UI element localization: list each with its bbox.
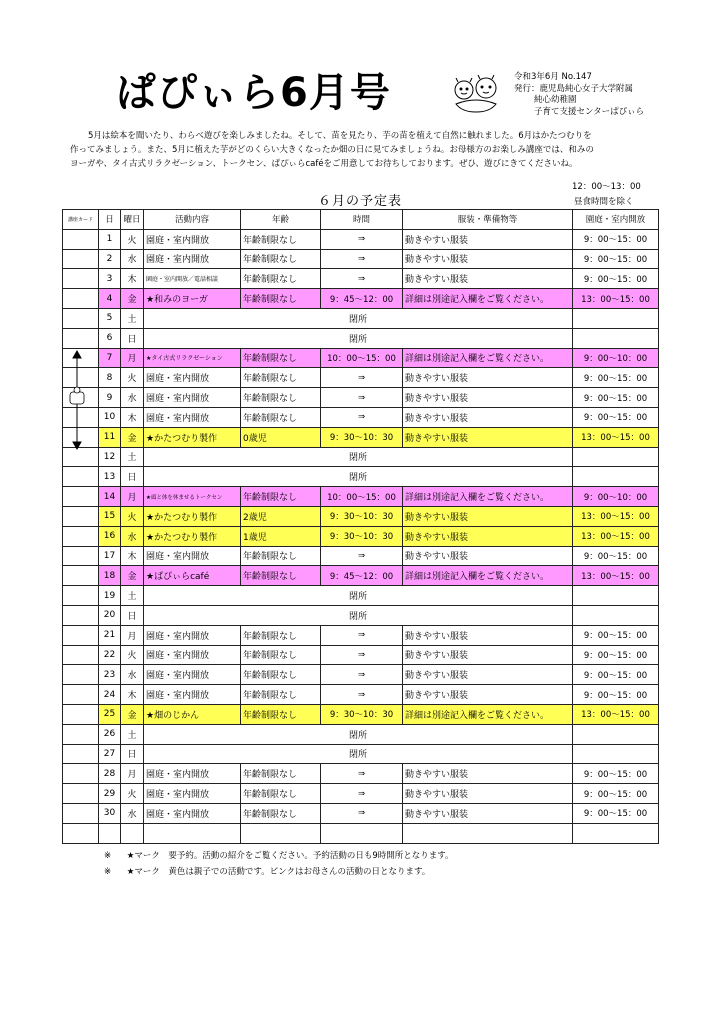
table-row xyxy=(63,487,659,507)
table-row xyxy=(63,704,659,724)
day-cell: 28 xyxy=(99,764,121,784)
day-cell: 4 xyxy=(99,289,121,309)
card-cell xyxy=(63,704,99,724)
age-cell: 年齢制限なし xyxy=(241,803,321,823)
weekday-cell: 金 xyxy=(121,704,144,724)
dress-cell: 詳細は別途記入欄をご覧ください。 xyxy=(403,348,573,368)
time-cell: 9：45～12：00 xyxy=(321,566,403,586)
table-row xyxy=(63,308,659,328)
column-header: 園庭・室内開放 xyxy=(573,210,659,230)
time-cell: 10：00～15：00 xyxy=(321,487,403,507)
range-arrow-icon xyxy=(66,350,88,450)
open-hours-cell: 13：00～15：00 xyxy=(573,526,659,546)
day-cell: 25 xyxy=(99,704,121,724)
day-cell: 14 xyxy=(99,487,121,507)
age-cell: 1歳児 xyxy=(241,526,321,546)
empty-cell xyxy=(573,823,659,843)
issue-line: 発行：鹿児島純心女子大学附属 xyxy=(514,83,634,94)
card-cell xyxy=(63,803,99,823)
closed-cell: 閉所 xyxy=(144,328,573,348)
weekday-cell: 土 xyxy=(121,308,144,328)
closed-cell: 閉所 xyxy=(144,447,573,467)
card-cell xyxy=(63,506,99,526)
time-cell: ⇒ xyxy=(321,249,403,269)
age-cell: 年齢制限なし xyxy=(241,645,321,665)
table-row xyxy=(63,586,659,606)
open-hours-cell: 13：00～15：00 xyxy=(573,704,659,724)
table-row xyxy=(63,645,659,665)
open-hours-cell xyxy=(573,447,659,467)
intro-paragraph xyxy=(70,129,670,171)
day-cell: 20 xyxy=(99,605,121,625)
day-cell: 17 xyxy=(99,546,121,566)
table-row xyxy=(63,407,659,427)
weekday-cell: 水 xyxy=(121,665,144,685)
time-cell: ⇒ xyxy=(321,625,403,645)
card-cell xyxy=(63,625,99,645)
open-hours-cell: 9：00～15：00 xyxy=(573,249,659,269)
dress-cell: 動きやすい服装 xyxy=(403,803,573,823)
weekday-cell: 月 xyxy=(121,625,144,645)
column-header: 日 xyxy=(99,210,121,230)
open-hours-cell xyxy=(573,586,659,606)
weekday-cell: 日 xyxy=(121,467,144,487)
intro-line: 作ってみましょう。また、5月に植えた芋がどのくらい大きくなったか畑の日に見てみましょうね。お母様方のお楽しみ講座では、和みの xyxy=(70,145,594,155)
dress-cell: 詳細は別途記入欄をご覧ください。 xyxy=(403,566,573,586)
open-hours-cell xyxy=(573,308,659,328)
dress-cell: 動きやすい服装 xyxy=(403,546,573,566)
day-cell: 19 xyxy=(99,586,121,606)
day-cell: 24 xyxy=(99,685,121,705)
activity-cell: 園庭・室内開放 xyxy=(144,665,241,685)
weekday-cell: 金 xyxy=(121,289,144,309)
weekday-cell: 火 xyxy=(121,368,144,388)
table-row xyxy=(63,685,659,705)
empty-cell xyxy=(121,823,144,843)
card-cell xyxy=(63,249,99,269)
activity-cell: ★頭と体を休ませるトークセン xyxy=(144,487,241,507)
open-hours-cell: 13：00～15：00 xyxy=(573,506,659,526)
time-cell: ⇒ xyxy=(321,803,403,823)
table-row xyxy=(63,269,659,289)
activity-cell: 園庭・室内開放 xyxy=(144,645,241,665)
dress-cell: 動きやすい服装 xyxy=(403,388,573,408)
footnote-mark: ※ xyxy=(104,851,112,861)
time-cell: ⇒ xyxy=(321,407,403,427)
dress-cell: 動きやすい服装 xyxy=(403,368,573,388)
table-row xyxy=(63,625,659,645)
card-cell xyxy=(63,685,99,705)
weekday-cell: 火 xyxy=(121,784,144,804)
column-header: 講座カード xyxy=(63,210,99,230)
open-hours-cell xyxy=(573,724,659,744)
age-cell: 年齢制限なし xyxy=(241,764,321,784)
time-cell: ⇒ xyxy=(321,388,403,408)
day-cell: 12 xyxy=(99,447,121,467)
weekday-cell: 木 xyxy=(121,685,144,705)
activity-cell: ★かたつむり製作 xyxy=(144,506,241,526)
card-cell xyxy=(63,566,99,586)
age-cell: 年齢制限なし xyxy=(241,625,321,645)
mascot-illustration xyxy=(450,74,502,114)
activity-cell: ★和みのヨーガ xyxy=(144,289,241,309)
day-cell: 8 xyxy=(99,368,121,388)
time-cell: ⇒ xyxy=(321,546,403,566)
card-cell xyxy=(63,546,99,566)
dress-cell: 動きやすい服装 xyxy=(403,784,573,804)
card-cell xyxy=(63,269,99,289)
time-cell: 9：30～10：30 xyxy=(321,704,403,724)
weekday-cell: 火 xyxy=(121,229,144,249)
card-cell xyxy=(63,447,99,467)
age-cell: 年齢制限なし xyxy=(241,289,321,309)
age-cell: 年齢制限なし xyxy=(241,368,321,388)
age-cell: 年齢制限なし xyxy=(241,784,321,804)
weekday-cell: 木 xyxy=(121,269,144,289)
table-row xyxy=(63,526,659,546)
time-cell: 9：30～10：30 xyxy=(321,506,403,526)
intro-line: 5月は絵本を聞いたり、わらべ遊びを楽しみましたね。そして、苗を見たり、芋の苗を植えて自然に触れました。6月はかたつむりを xyxy=(88,131,592,141)
age-cell: 年齢制限なし xyxy=(241,249,321,269)
activity-cell: 園庭・室内開放 xyxy=(144,784,241,804)
column-header: 服装・準備物等 xyxy=(403,210,573,230)
column-header: 年齢 xyxy=(241,210,321,230)
weekday-cell: 火 xyxy=(121,506,144,526)
day-cell: 23 xyxy=(99,665,121,685)
empty-cell xyxy=(403,823,573,843)
intro-line: ヨーガや、タイ古式リラクゼーション、トークセン、ぱぴぃらcaféをご用意してお待ちしております。ぜひ、遊びにきてくださいね。 xyxy=(70,159,578,169)
open-hours-cell xyxy=(573,328,659,348)
table-row xyxy=(63,328,659,348)
open-hours-cell: 9：00～10：00 xyxy=(573,487,659,507)
activity-cell: 園庭・室内開放 xyxy=(144,685,241,705)
empty-cell xyxy=(144,823,241,843)
day-cell: 21 xyxy=(99,625,121,645)
day-cell: 27 xyxy=(99,744,121,764)
age-cell: 年齢制限なし xyxy=(241,269,321,289)
table-row xyxy=(63,249,659,269)
time-cell: ⇒ xyxy=(321,645,403,665)
open-hours-cell xyxy=(573,605,659,625)
activity-cell: 園庭・室内開放 xyxy=(144,249,241,269)
day-cell: 13 xyxy=(99,467,121,487)
open-hours-cell xyxy=(573,744,659,764)
issue-line: 子育て支援センターぱぴぃら xyxy=(534,106,645,117)
column-header: 活動内容 xyxy=(144,210,241,230)
dress-cell: 動きやすい服装 xyxy=(403,427,573,447)
table-row xyxy=(63,546,659,566)
card-cell xyxy=(63,744,99,764)
card-cell xyxy=(63,586,99,606)
schedule-title: ６月の予定表 xyxy=(317,194,402,209)
activity-cell: 園庭・室内開放 xyxy=(144,368,241,388)
activity-cell: ★かたつむり製作 xyxy=(144,526,241,546)
footnote-text: ★マーク 要予約。活動の紹介をご覧ください。予約活動の日も9時開所となります。 xyxy=(126,851,454,861)
age-cell: 年齢制限なし xyxy=(241,546,321,566)
weekday-cell: 金 xyxy=(121,566,144,586)
age-cell: 2歳児 xyxy=(241,506,321,526)
dress-cell: 動きやすい服装 xyxy=(403,645,573,665)
table-row xyxy=(63,823,659,843)
weekday-cell: 水 xyxy=(121,803,144,823)
table-row xyxy=(63,605,659,625)
open-hours-cell: 9：00～15：00 xyxy=(573,784,659,804)
weekday-cell: 水 xyxy=(121,526,144,546)
card-cell xyxy=(63,289,99,309)
issue-line: 純心幼稚園 xyxy=(534,95,577,105)
activity-cell: 園庭・室内開放 xyxy=(144,407,241,427)
time-cell: 9：30～10：30 xyxy=(321,526,403,546)
day-cell: 7 xyxy=(99,348,121,368)
weekday-cell: 金 xyxy=(121,427,144,447)
dress-cell: 詳細は別途記入欄をご覧ください。 xyxy=(403,487,573,507)
core-hours-note: 昼食時間を除く xyxy=(574,197,634,207)
day-cell: 22 xyxy=(99,645,121,665)
age-cell: 年齢制限なし xyxy=(241,348,321,368)
dress-cell: 動きやすい服装 xyxy=(403,685,573,705)
issue-info xyxy=(514,72,644,118)
table-row xyxy=(63,744,659,764)
day-cell: 1 xyxy=(99,229,121,249)
activity-cell: 園庭・室内開放 xyxy=(144,229,241,249)
table-row xyxy=(63,665,659,685)
open-hours-cell: 13：00～15：00 xyxy=(573,289,659,309)
age-cell: 年齢制限なし xyxy=(241,407,321,427)
dress-cell: 動きやすい服装 xyxy=(403,407,573,427)
time-cell: ⇒ xyxy=(321,764,403,784)
open-hours-cell: 9：00～10：00 xyxy=(573,348,659,368)
activity-cell: 園庭・室内開放 xyxy=(144,803,241,823)
card-cell xyxy=(63,645,99,665)
dress-cell: 動きやすい服装 xyxy=(403,249,573,269)
weekday-cell: 日 xyxy=(121,328,144,348)
closed-cell: 閉所 xyxy=(144,467,573,487)
table-row xyxy=(63,289,659,309)
weekday-cell: 土 xyxy=(121,586,144,606)
day-cell: 2 xyxy=(99,249,121,269)
time-cell: 9：45～12：00 xyxy=(321,289,403,309)
schedule-body xyxy=(63,229,659,843)
table-row xyxy=(63,388,659,408)
weekday-cell: 水 xyxy=(121,388,144,408)
age-cell: 年齢制限なし xyxy=(241,487,321,507)
day-cell: 3 xyxy=(99,269,121,289)
dress-cell: 動きやすい服装 xyxy=(403,764,573,784)
day-cell: 6 xyxy=(99,328,121,348)
weekday-cell: 月 xyxy=(121,764,144,784)
age-cell: 年齢制限なし xyxy=(241,685,321,705)
age-cell: 年齢制限なし xyxy=(241,388,321,408)
day-cell: 5 xyxy=(99,308,121,328)
weekday-cell: 木 xyxy=(121,407,144,427)
day-cell: 15 xyxy=(99,506,121,526)
weekday-cell: 月 xyxy=(121,487,144,507)
table-row xyxy=(63,764,659,784)
open-hours-cell: 9：00～15：00 xyxy=(573,229,659,249)
day-cell: 30 xyxy=(99,803,121,823)
open-hours-cell: 9：00～15：00 xyxy=(573,368,659,388)
table-row xyxy=(63,467,659,487)
day-cell: 26 xyxy=(99,724,121,744)
activity-cell: 園庭・室内開放 xyxy=(144,388,241,408)
footnote-text: ★マーク 黄色は親子での活動です。ピンクはお母さんの活動の日となります。 xyxy=(126,867,431,877)
dress-cell: 動きやすい服装 xyxy=(403,269,573,289)
day-cell: 9 xyxy=(99,388,121,408)
core-hours: 12：00～13：00 xyxy=(572,182,641,192)
card-cell xyxy=(63,724,99,744)
open-hours-cell: 9：00～15：00 xyxy=(573,685,659,705)
activity-cell: ★かたつむり製作 xyxy=(144,427,241,447)
card-cell xyxy=(63,467,99,487)
footnote-mark: ※ xyxy=(104,867,112,877)
time-cell: ⇒ xyxy=(321,269,403,289)
time-cell: ⇒ xyxy=(321,665,403,685)
dress-cell: 動きやすい服装 xyxy=(403,506,573,526)
activity-cell: ★ぱぴぃらcafé xyxy=(144,566,241,586)
open-hours-cell: 9：00～15：00 xyxy=(573,407,659,427)
activity-cell: 園庭・室内開放／電話相談 xyxy=(144,269,241,289)
time-cell: ⇒ xyxy=(321,368,403,388)
footnote xyxy=(104,864,454,880)
time-cell: ⇒ xyxy=(321,685,403,705)
card-cell xyxy=(63,229,99,249)
table-row xyxy=(63,427,659,447)
age-cell: 年齢制限なし xyxy=(241,665,321,685)
activity-cell: 園庭・室内開放 xyxy=(144,546,241,566)
weekday-cell: 日 xyxy=(121,744,144,764)
card-cell xyxy=(63,665,99,685)
empty-cell xyxy=(321,823,403,843)
closed-cell: 閉所 xyxy=(144,724,573,744)
day-cell: 18 xyxy=(99,566,121,586)
dress-cell: 動きやすい服装 xyxy=(403,229,573,249)
newsletter-title: ぱぴぃら6月号 xyxy=(116,70,391,116)
closed-cell: 閉所 xyxy=(144,605,573,625)
open-hours-cell: 13：00～15：00 xyxy=(573,427,659,447)
schedule-table xyxy=(62,209,659,844)
empty-cell xyxy=(241,823,321,843)
activity-cell: ★畑のじかん xyxy=(144,704,241,724)
time-cell: 9：30～10：30 xyxy=(321,427,403,447)
open-hours-cell xyxy=(573,467,659,487)
footnotes xyxy=(104,848,454,880)
column-header: 時間 xyxy=(321,210,403,230)
open-hours-cell: 9：00～15：00 xyxy=(573,625,659,645)
day-cell: 29 xyxy=(99,784,121,804)
dress-cell: 動きやすい服装 xyxy=(403,625,573,645)
table-row xyxy=(63,229,659,249)
column-header: 曜日 xyxy=(121,210,144,230)
time-cell: ⇒ xyxy=(321,229,403,249)
age-cell: 年齢制限なし xyxy=(241,704,321,724)
closed-cell: 閉所 xyxy=(144,744,573,764)
dress-cell: 動きやすい服装 xyxy=(403,665,573,685)
open-hours-cell: 9：00～15：00 xyxy=(573,764,659,784)
weekday-cell: 木 xyxy=(121,546,144,566)
weekday-cell: 火 xyxy=(121,645,144,665)
table-row xyxy=(63,724,659,744)
card-cell xyxy=(63,526,99,546)
open-hours-cell: 9：00～15：00 xyxy=(573,388,659,408)
closed-cell: 閉所 xyxy=(144,308,573,328)
day-cell: 11 xyxy=(99,427,121,447)
open-hours-cell: 9：00～15：00 xyxy=(573,269,659,289)
weekday-cell: 土 xyxy=(121,724,144,744)
table-row xyxy=(63,784,659,804)
card-cell xyxy=(63,308,99,328)
card-cell xyxy=(63,487,99,507)
table-row xyxy=(63,348,659,368)
open-hours-cell: 13：00～15：00 xyxy=(573,566,659,586)
open-hours-cell: 9：00～15：00 xyxy=(573,803,659,823)
empty-cell xyxy=(99,823,121,843)
dress-cell: 動きやすい服装 xyxy=(403,526,573,546)
activity-cell: 園庭・室内開放 xyxy=(144,764,241,784)
age-cell: 年齢制限なし xyxy=(241,229,321,249)
dress-cell: 詳細は別途記入欄をご覧ください。 xyxy=(403,704,573,724)
table-row xyxy=(63,566,659,586)
table-row xyxy=(63,368,659,388)
card-cell xyxy=(63,764,99,784)
table-row xyxy=(63,506,659,526)
time-cell: ⇒ xyxy=(321,784,403,804)
time-cell: 10：00～15：00 xyxy=(321,348,403,368)
age-cell: 0歳児 xyxy=(241,427,321,447)
table-row xyxy=(63,447,659,467)
table-header-row xyxy=(63,210,659,230)
issue-line: 令和3年6月 No.147 xyxy=(514,72,592,82)
card-cell xyxy=(63,823,99,843)
day-cell: 10 xyxy=(99,407,121,427)
card-cell xyxy=(63,605,99,625)
dress-cell: 詳細は別途記入欄をご覧ください。 xyxy=(403,289,573,309)
weekday-cell: 水 xyxy=(121,249,144,269)
table-row xyxy=(63,803,659,823)
activity-cell: 園庭・室内開放 xyxy=(144,625,241,645)
card-cell xyxy=(63,328,99,348)
open-hours-cell: 9：00～15：00 xyxy=(573,546,659,566)
closed-cell: 閉所 xyxy=(144,586,573,606)
footnote xyxy=(104,848,454,864)
open-hours-cell: 9：00～15：00 xyxy=(573,645,659,665)
weekday-cell: 日 xyxy=(121,605,144,625)
activity-cell: ★タイ古式リラクゼーション xyxy=(144,348,241,368)
weekday-cell: 土 xyxy=(121,447,144,467)
day-cell: 16 xyxy=(99,526,121,546)
card-cell xyxy=(63,784,99,804)
open-hours-cell: 9：00～15：00 xyxy=(573,665,659,685)
age-cell: 年齢制限なし xyxy=(241,566,321,586)
weekday-cell: 月 xyxy=(121,348,144,368)
